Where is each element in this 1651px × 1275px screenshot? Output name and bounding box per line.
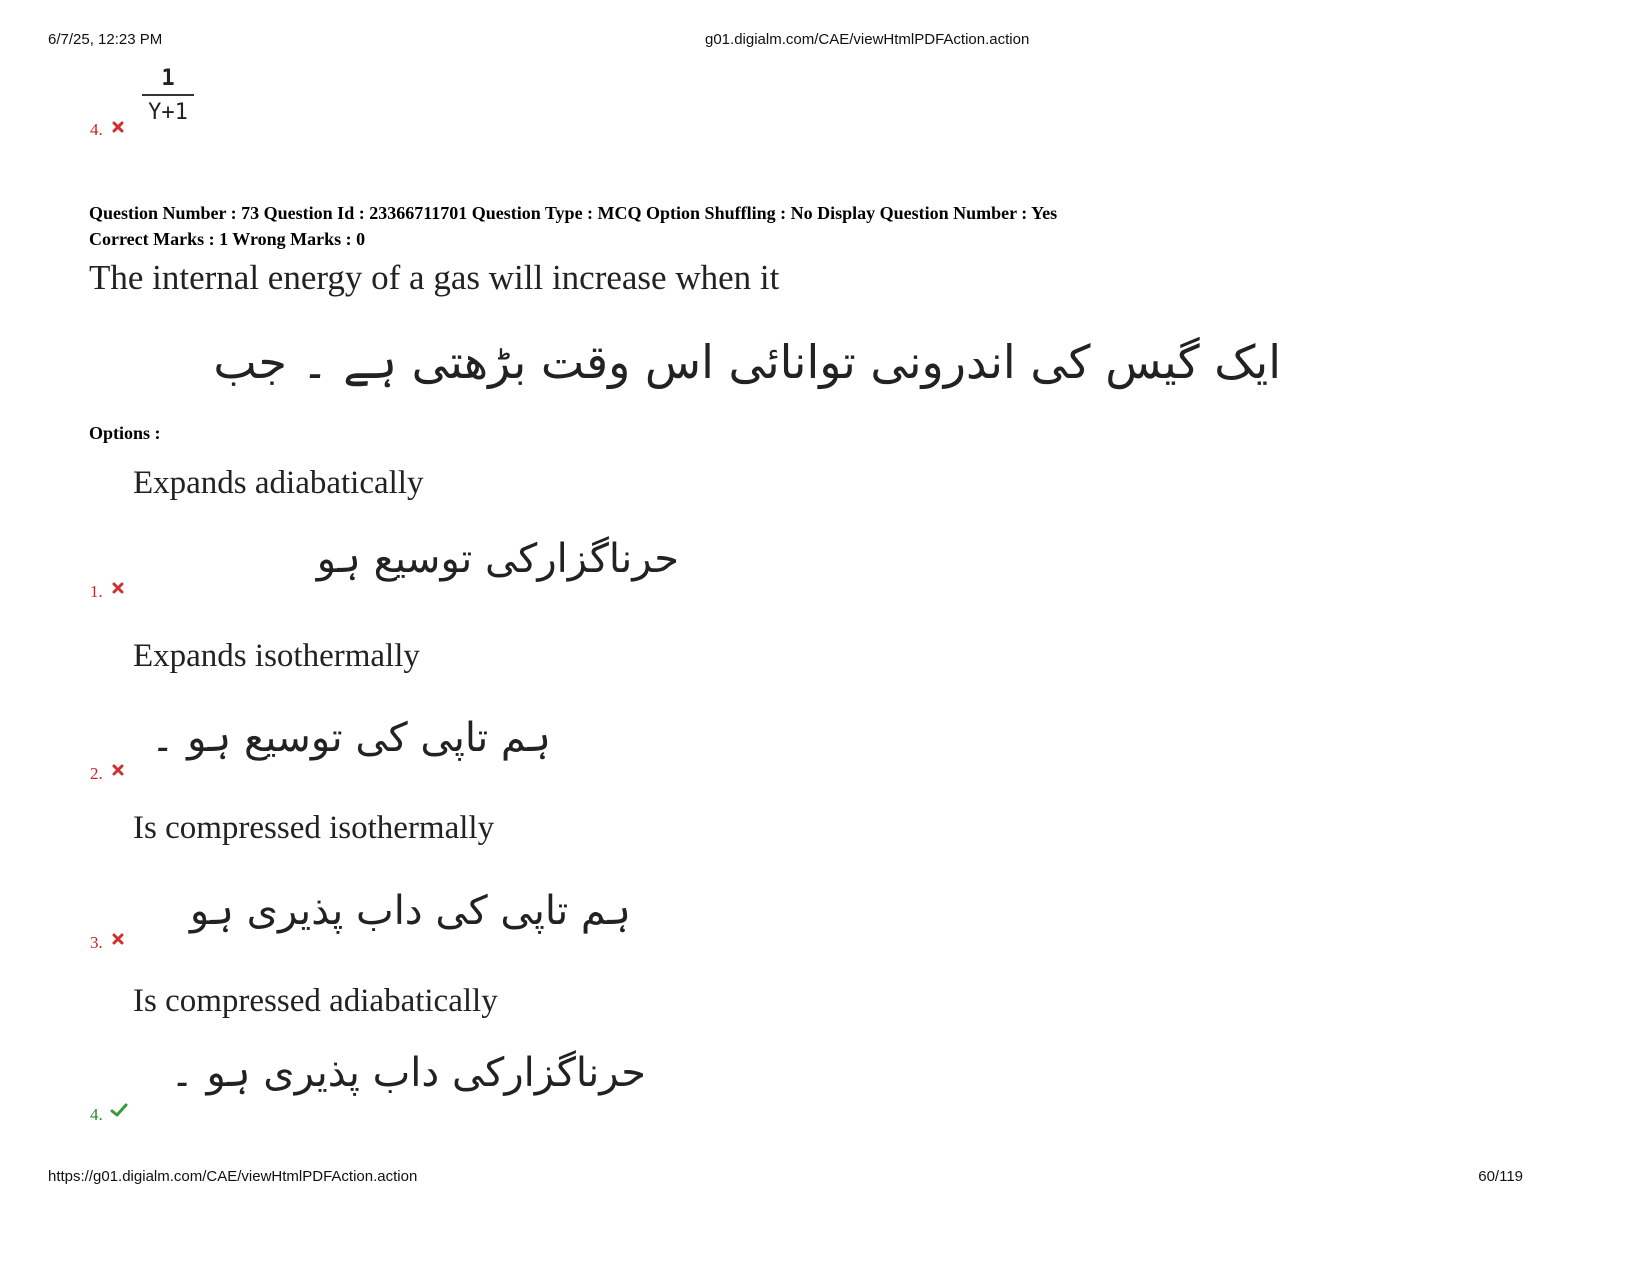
prev-option-fraction xyxy=(140,66,196,125)
question-meta-line2: Correct Marks : 1 Wrong Marks : 0 xyxy=(89,229,366,249)
cross-icon xyxy=(111,581,125,595)
options-label: Options : xyxy=(89,423,161,443)
option-4-text-urdu: حرناگزارکی داب پذیری ہو ۔ xyxy=(170,1050,646,1096)
question-meta-line1: Question Number : 73 Question Id : 23366711701 Question Type : MCQ Option Shuffling : No Display Question Number : Yes xyxy=(89,203,1058,223)
check-icon xyxy=(110,1103,128,1117)
option-3-text-english: Is compressed isothermally xyxy=(133,810,495,846)
option-2-number: 2. xyxy=(90,764,103,783)
question-text-urdu: ایک گیس کی اندرونی توانائی اس وقت بڑھتی ہے ۔ جب xyxy=(213,335,1281,389)
print-footer-url: https://g01.digialm.com/CAE/viewHtmlPDFAction.action xyxy=(48,1168,418,1185)
option-2-text-urdu: ہم تاپی کی توسیع ہو ۔ xyxy=(150,715,551,761)
print-datetime: 6/7/25, 12:23 PM xyxy=(48,31,163,48)
prev-option-number: 4. xyxy=(90,120,103,139)
option-1-text-english: Expands adiabatically xyxy=(133,465,424,501)
fraction-numerator: 1 xyxy=(161,66,175,91)
cross-icon xyxy=(111,763,125,777)
option-4-text-english: Is compressed adiabatically xyxy=(133,983,498,1019)
page-number: 60/119 xyxy=(1478,1168,1523,1185)
option-4-number: 4. xyxy=(90,1105,103,1124)
question-text-english: The internal energy of a gas will increase when it xyxy=(89,258,780,297)
option-2-text-english: Expands isothermally xyxy=(133,638,420,674)
cross-icon xyxy=(111,120,125,134)
cross-icon xyxy=(111,932,125,946)
fraction-denominator: Y+1 xyxy=(148,100,188,125)
option-1-number: 1. xyxy=(90,582,103,601)
option-3-number: 3. xyxy=(90,933,103,952)
option-3-text-urdu: ہم تاپی کی داب پذیری ہو xyxy=(189,888,631,934)
print-header-url: g01.digialm.com/CAE/viewHtmlPDFAction.action xyxy=(705,31,1030,48)
option-1-text-urdu: حرناگزارکی توسیع ہو xyxy=(316,536,679,582)
